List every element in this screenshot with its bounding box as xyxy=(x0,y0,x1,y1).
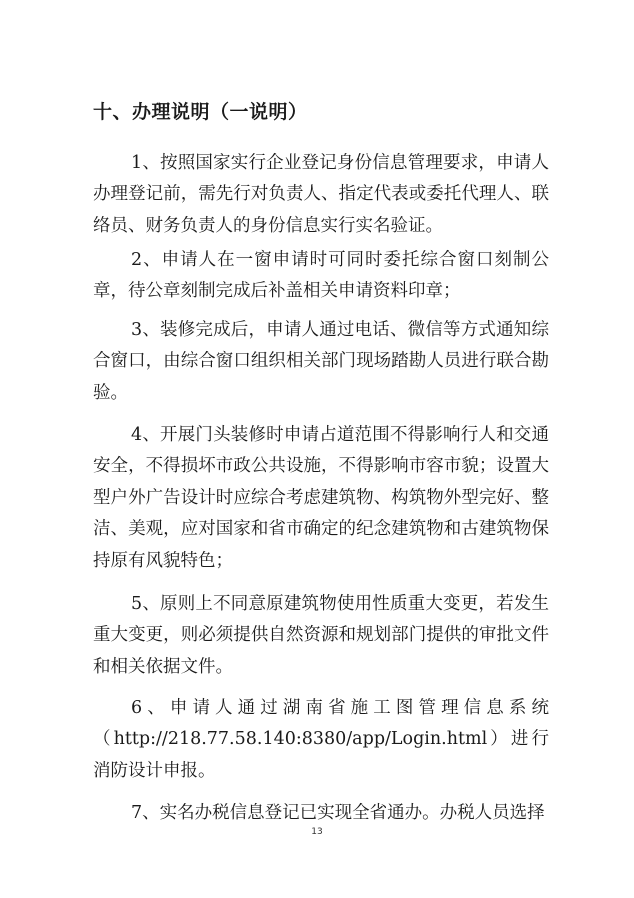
section-heading: 十、办理说明（一说明） xyxy=(93,101,308,123)
paragraph-7: 7、实名办税信息登记已实现全省通办。办税人员选择 xyxy=(131,802,545,823)
paragraph-5: 5、原则上不同意原建筑物使用性质重大变更，若发生重大变更，则必须提供自然资源和规划部门提供的审批文件和相关依据文件。 xyxy=(93,593,549,677)
page-number: 13 xyxy=(311,827,323,837)
paragraph-1: 1、按照国家实行企业登记身份信息管理要求，申请人办理登记前，需先行对负责人、指定代表或委托代理人、联络员、财务负责人的身份信息实行实名验证。 xyxy=(93,152,549,236)
paragraph-4: 4、开展门头装修时申请占道范围不得影响行人和交通安全，不得损坏市政公共设施，不得影响市容市貌；设置大型户外广告设计时应综合考虑建筑物、构筑物外型完好、整洁、美观，应对国家和省市确定的纪念建筑物和古建筑物保持原有风貌特色； xyxy=(93,424,549,571)
paragraph-3: 3、装修完成后，申请人通过电话、微信等方式通知综合窗口，由综合窗口组织相关部门现场踏勘人员进行联合勘验。 xyxy=(93,319,549,403)
paragraph-6: 6、申请人通过湖南省施工图管理信息系统（http://218.77.58.140:8380/app/Login.html）进行消防设计申报。 xyxy=(93,697,549,781)
paragraph-2: 2、申请人在一窗申请时可同时委托综合窗口刻制公章，待公章刻制完成后补盖相关申请资料印章； xyxy=(93,249,549,301)
